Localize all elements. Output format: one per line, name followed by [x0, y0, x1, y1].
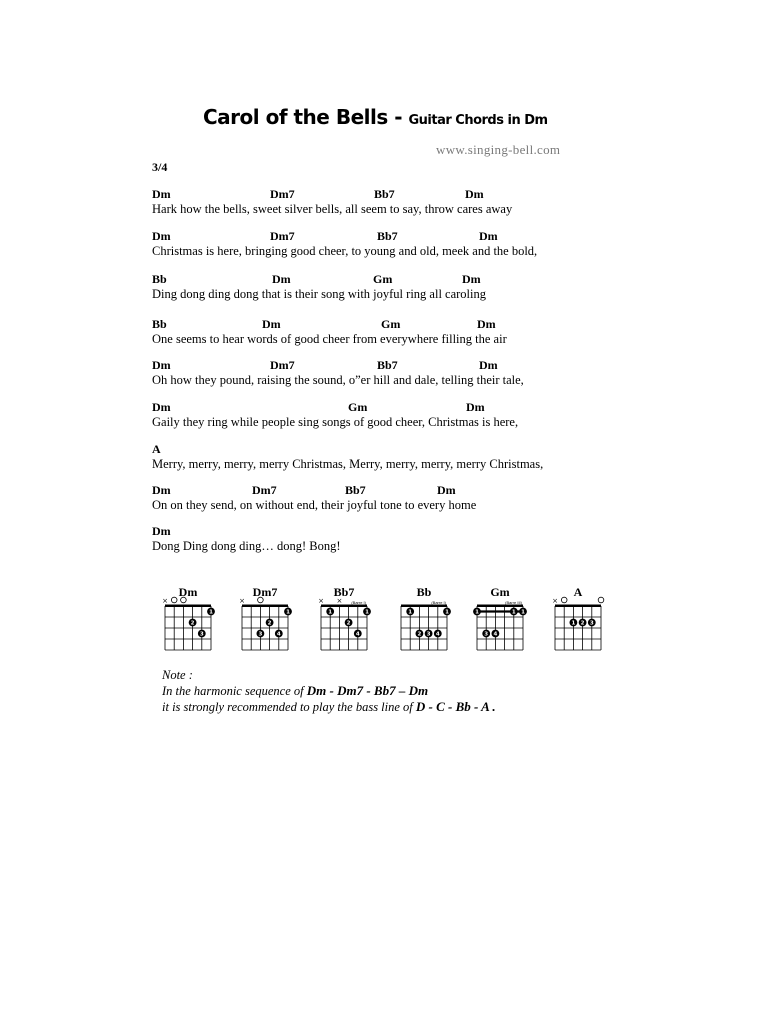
chord-diagram — [401, 585, 451, 650]
barre-label: (Barre III) — [505, 600, 522, 605]
finger-number: 4 — [435, 631, 440, 638]
chord-label: Dm — [152, 187, 171, 201]
finger-number: 4 — [276, 631, 281, 638]
chord-label: Bb7 — [377, 229, 398, 243]
barre-label: (Barre I) — [431, 600, 446, 605]
note-line-1 — [162, 683, 496, 699]
note-label: Note : — [162, 668, 193, 682]
lyric-line: Gaily they ring while people sing songs of good cheer, Christmas is here, — [152, 415, 519, 429]
chord-label: A — [152, 442, 161, 456]
chord-label: Bb7 — [374, 187, 395, 201]
chord-diagram — [473, 585, 527, 650]
chord-diagram-name: Bb7 — [333, 585, 355, 599]
lyric-line: Hark how the bells, sweet silver bells, all seem to say, throw cares away — [152, 202, 513, 216]
finger-number: 1 — [408, 609, 413, 616]
lyric-line: One seems to hear words of good cheer from everywhere filling the air — [152, 332, 507, 346]
finger-number: 3 — [258, 631, 263, 638]
muted-string-marker: × — [552, 597, 558, 605]
verse — [152, 400, 672, 434]
subtitle-text: Guitar Chords in Dm — [408, 113, 548, 128]
finger-number: 4 — [493, 631, 498, 638]
chord-label: Dm — [477, 317, 496, 331]
note-line-2 — [162, 699, 496, 715]
chord-label: Dm — [437, 483, 456, 497]
note-section — [162, 668, 496, 715]
chord-label: Dm7 — [270, 229, 295, 243]
chord-label: Gm — [348, 400, 368, 414]
chord-label: Dm — [479, 229, 498, 243]
chord-label: Dm7 — [270, 187, 295, 201]
nut — [165, 605, 211, 608]
finger-number: 1 — [521, 609, 525, 616]
finger-number: 3 — [589, 620, 594, 627]
website-url: www.singing-bell.com — [436, 142, 561, 157]
chord-label: Gm — [373, 272, 393, 286]
muted-string-marker: × — [162, 597, 168, 605]
chord-diagram — [318, 585, 371, 650]
note-bass-line: D - C - Bb - A . — [415, 699, 496, 714]
finger-number: 2 — [580, 620, 585, 627]
nut — [555, 605, 601, 608]
finger-number: 2 — [346, 620, 351, 627]
nut — [242, 605, 288, 608]
finger-number: 3 — [199, 631, 204, 638]
chord-diagram-name: Dm7 — [252, 585, 278, 599]
chord-label: Bb7 — [377, 358, 398, 372]
finger-number: 1 — [328, 609, 333, 616]
barre-label: (Barre I) — [351, 600, 366, 605]
chord-diagrams — [150, 584, 620, 660]
chord-diagram — [552, 585, 604, 650]
open-string-marker — [598, 597, 604, 603]
lyric-line: Christmas is here, bringing good cheer, to young and old, meek and the bold, — [152, 244, 538, 258]
finger-number: 1 — [365, 609, 369, 616]
note-line-2-text: it is strongly recommended to play the bass line of — [162, 700, 416, 714]
lyric-line: Merry, merry, merry, merry Christmas, Merry, merry, merry, merry Christmas, — [152, 457, 544, 471]
nut — [477, 605, 523, 608]
chord-diagram-name: Gm — [490, 585, 510, 599]
chord-diagram-name: Bb — [416, 585, 432, 599]
finger-number: 3 — [484, 631, 489, 638]
muted-string-marker: × — [239, 597, 245, 605]
title-text: Carol of the Bells - — [203, 105, 409, 129]
open-string-marker — [171, 597, 177, 603]
note-sequence: Dm - Dm7 - Bb7 – Dm — [306, 683, 429, 698]
chord-diagram — [162, 585, 215, 650]
verse — [152, 358, 672, 392]
verse — [152, 483, 672, 517]
finger-number: 2 — [190, 620, 195, 627]
chord-label: Dm — [262, 317, 281, 331]
finger-number: 1 — [571, 620, 576, 627]
finger-number: 1 — [511, 609, 516, 616]
lyric-line: Dong Ding dong ding… dong! Bong! — [152, 539, 341, 553]
chord-label: Dm — [272, 272, 291, 286]
lyric-line: Ding dong ding dong that is their song with joyful ring all caroling — [152, 287, 486, 301]
finger-number: 4 — [355, 631, 360, 638]
chord-label: Dm — [152, 229, 171, 243]
chord-diagram-name: A — [573, 585, 583, 599]
chord-label: Dm7 — [252, 483, 277, 497]
time-signature: 3/4 — [152, 160, 168, 174]
chord-label: Dm — [152, 358, 171, 372]
chord-diagram-name: Dm — [178, 585, 198, 599]
verse — [152, 272, 672, 306]
verse — [152, 187, 672, 221]
open-string-marker — [561, 597, 567, 603]
chord-diagram — [239, 585, 292, 650]
song-title — [203, 105, 548, 129]
verse — [152, 524, 672, 558]
verse — [152, 229, 672, 263]
finger-number: 1 — [475, 609, 479, 616]
nut — [321, 605, 367, 608]
verse — [152, 442, 672, 476]
lyric-line: Oh how they pound, raising the sound, o”er hill and dale, telling their tale, — [152, 373, 524, 387]
chord-label: Dm — [152, 524, 171, 538]
note-line-1-text: In the harmonic sequence of — [162, 684, 307, 698]
chord-label: Dm — [466, 400, 485, 414]
chord-label: Dm — [152, 483, 171, 497]
finger-number: 2 — [267, 620, 272, 627]
lyric-line: On on they send, on without end, their joyful tone to every home — [152, 498, 477, 512]
chord-label: Bb — [152, 272, 167, 286]
chord-label: Dm7 — [270, 358, 295, 372]
chord-label: Dm — [462, 272, 481, 286]
chord-label: Dm — [465, 187, 484, 201]
nut — [401, 605, 447, 608]
finger-number: 1 — [286, 609, 290, 616]
chord-label: Bb7 — [345, 483, 366, 497]
finger-number: 2 — [417, 631, 422, 638]
verse — [152, 317, 672, 351]
finger-number: 1 — [445, 609, 449, 616]
muted-string-marker: × — [336, 597, 343, 605]
chord-label: Dm — [152, 400, 171, 414]
finger-number: 3 — [426, 631, 431, 638]
chord-label: Bb — [152, 317, 167, 331]
finger-number: 1 — [209, 609, 213, 616]
muted-string-marker: × — [318, 597, 324, 605]
chord-label: Dm — [479, 358, 498, 372]
chord-label: Gm — [381, 317, 401, 331]
